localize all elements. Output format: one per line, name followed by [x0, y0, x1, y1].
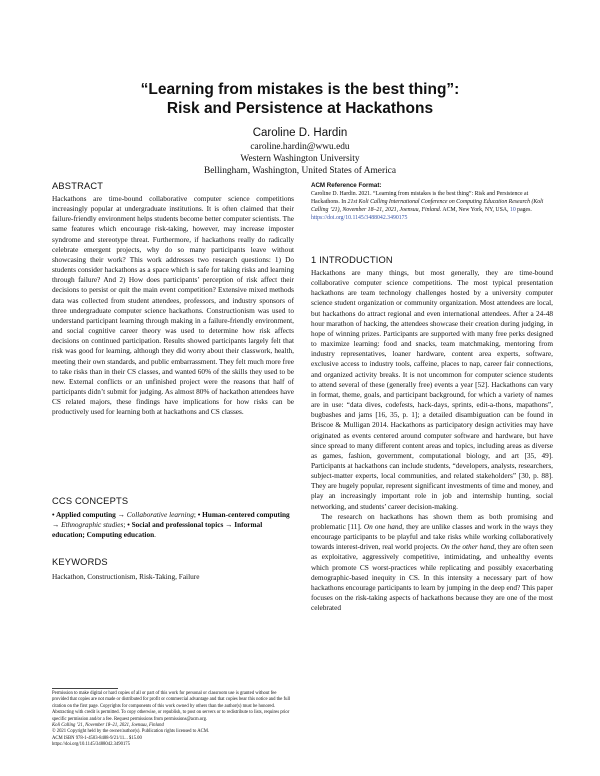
title-line-2: Risk and Persistence at Hackathons — [166, 100, 434, 117]
abstract-body — [52, 194, 294, 417]
ccs-arrow: → — [52, 520, 62, 530]
author-affiliation — [0, 141, 600, 177]
footnote-rule — [52, 688, 118, 689]
ccs-sub-2: Ethnographic studies — [61, 520, 124, 530]
acm-reference-text: Caroline D. Hardin. 2021. “Learning from mistakes is the best thing”: Risk and Persistence at Hackathons. In — [311, 191, 529, 205]
keywords-text: Hackathon, Constructionism, Risk-Taking, Failure — [52, 572, 200, 581]
ccs-concept-3: • Social and professional topics — [127, 520, 224, 530]
ccs-sub-3: Informal education; Computing education — [52, 520, 263, 540]
author-email: caroline.hardin@wwu.edu — [250, 142, 350, 152]
acm-reference-heading: ACM Reference Format: — [311, 182, 382, 189]
ccs-arrow: → — [115, 510, 127, 519]
acm-reference-pages-label: pages. — [515, 207, 532, 213]
ccs-sep: ; — [123, 520, 128, 530]
acm-reference-doi-link[interactable]: https://doi.org/10.1145/3488042.3490175 — [311, 215, 408, 221]
abstract-heading: ABSTRACT — [52, 181, 104, 191]
keywords-heading: KEYWORDS — [52, 557, 108, 567]
introduction-paragraph-2 — [311, 512, 553, 614]
copyright-footnote — [52, 691, 294, 749]
ccs-concept-2: • Human-centered computing — [197, 510, 290, 519]
author-location: Bellingham, Washington, United States of America — [203, 166, 396, 176]
introduction-body — [311, 268, 553, 613]
para2-part-a: The research on hackathons has shown them as both promising and problematic [11]. — [311, 511, 553, 531]
acm-reference-venue: 21st Koli Calling International Conference on Computing Education Research (Koli Calling ’21), November 18–21, 2021, Joensuu, Finland. — [311, 199, 544, 213]
ccs-sub-1: Collaborative learning — [126, 510, 194, 519]
footnote-doi-link[interactable]: https://doi.org/10.1145/3488042.3490175 — [52, 742, 130, 748]
venue-text: Koli Calling ’21, November 18–21, 2021, Joensuu, Finland — [52, 723, 164, 729]
acm-reference-publisher: ACM, New York, NY, USA, — [441, 207, 510, 213]
para2-part-e: , they are often seen as exploitative, aggressively competitive, intimidating, and unhealthy events which promote CS worst-practices while replicating and possibly exacerbating demographic-based inequity in CS. In this intensity a necessary part of how hackathons encourage participants to learn by jumping in the deep end? This paper focuses on the risk-taking aspects of hackathons because they are one of the most celebrated — [311, 542, 553, 613]
copyright-text: © 2021 Copyright held by the owner/author(s). Publication rights licensed to ACM. — [52, 729, 210, 735]
title-line-1: “Learning from mistakes is the best thing”: — [140, 81, 460, 98]
ccs-end: . — [154, 530, 156, 540]
para2-emphasis-1: On one hand — [363, 521, 403, 531]
introduction-heading: 1 INTRODUCTION — [311, 255, 393, 265]
ccs-sep: ; — [193, 510, 198, 519]
para2-part-c: , they are unlike classes and work in the ways they encourage participants to be playful and take risks while working collaboratively towards interest-driven, real world projects. — [311, 521, 553, 552]
isbn-text: ACM ISBN 978-1-4503-8488-9/21/11... $15.00 — [52, 735, 142, 741]
introduction-paragraph-1: Hackathons are many things, but most generally, they are time-bound collaborative computer science competitions. The most typical presentation hackathons are team technology challenges hosted by a university computer science student organization or community organization. Most attendees are local, but hackathons do attract regional and even international attendees. After a 24-48 hour marathon of hacking, the attendees showcase their creation during judging, in hope of winning prizes. Participants are supported with many free perks designed to maximize learning: food and snacks, team matchmaking, mentoring from industry representatives, loaner hardware, content area experts, software, exclusive access to industry tools, caffeine, places to nap, career fair connections, and organized activity breaks. It is not uncommon for computer science students to attend several of these (generally free) events a year [52]. Hackathons can vary in format, theme, goals, and participant background, for which a variety of names are in use: “data dives, codefests, hack-days, sprints, edit-a-thons, mapathons”, bugbashes and jams [16, 35, p. 1]; a detailed disambiguation can be found in Briscoe & Mulligan 2014. Hackathons as participatory design activities may have originated as events centered around computer software and hardware, but have since spread to many different content areas and topics, including areas as diverse as games, fashion, government, computational biology, and art [35, 49]. Participants at hackathons can include students, “developers, analysts, researchers, subject-matter experts, local communities, and related stakeholders” [30, p. 88]. They are hugely popular, represent significant investments of time and money, and play an increasingly important role in job and internship hunting, social networking, and students’ career decision-making. — [311, 268, 553, 511]
acm-reference-pages[interactable]: 10 — [509, 207, 516, 213]
ccs-concept-1: • Applied computing — [52, 510, 116, 519]
author-name: Caroline D. Hardin — [252, 127, 348, 139]
author-institution: Western Washington University — [240, 154, 360, 164]
ccs-arrow: → — [223, 520, 235, 530]
ccs-body — [52, 510, 294, 540]
paper-title — [0, 80, 600, 118]
para2-emphasis-2: On the other hand — [440, 542, 495, 552]
abstract-text: Hackathons are time-bound collaborative computer science competitions increasingly popular at undergraduate institutions. It is often claimed that their failure-friendly environment helps students become better computer scientists. The same features which encourage risk-taking, however, may increase imposter syndrome and stereotype threat. Furthermore, if hackathons really do radically celebrate emergent projects, why do so many participants leave without showcasing their work? This work addresses two research questions: 1) Do students consider hackathons as a space which is safe for taking risks and learning through failure? And 2) How does participants’ perception of risk affect their decisions to persist or quit the main event competition? Extensive mixed methods data was collected from student attendees, professors, and industry sponsors of three undergraduate computer science hackathons. Constructionism was used to understand participant learning through making in a failure-friendly environment, and social cognitive career theory was used to determine how risk affects decisions on continued participation. Results showed participants largely felt that risk was good for learning, although they did worry about their classwork, health, meeting their own standards, and public embarrassment. They felt much more free to take risks than in their CS classes, and wanted 60% of the skills they used to be new. External conflicts or an unfinished project were the reasons that half of participants didn’t submit for judging. As almost 80% of hackathon attendees have CS related majors, these findings have implications for how risks can be productively used for learning both at hackathons and CS classes. — [52, 194, 295, 417]
ccs-heading: CCS CONCEPTS — [52, 496, 129, 506]
keywords-body — [52, 572, 294, 582]
acm-reference-body — [311, 190, 553, 222]
permission-text: Permission to make digital or hard copies of all or part of this work for personal or classroom use is granted without fee provided that copies are not made or distributed for profit or commercial advantage and that copies bear this notice and the full citation on the first page. Copyrights for components of this work owned by others than the author(s) must be honored. Abstracting with credit is permitted. To copy otherwise, or republish, to post on servers or to redistribute to lists, requires prior specific permission and/or a fee. Request permissions from permissions@acm.org. — [52, 691, 291, 722]
